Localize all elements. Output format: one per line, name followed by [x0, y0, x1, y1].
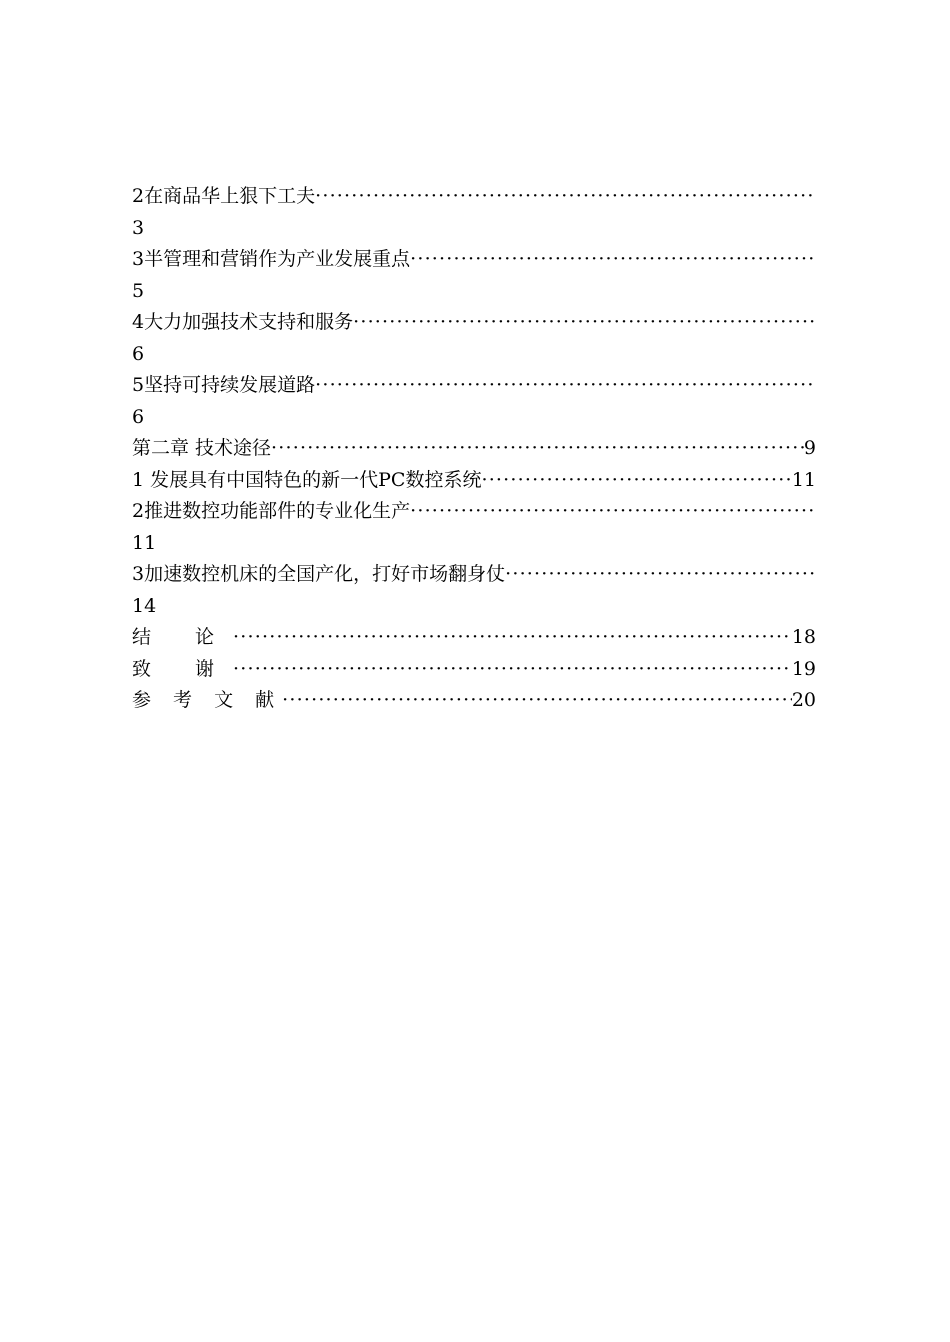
toc-entry-title: 结 论: [132, 626, 234, 648]
toc-entry-page: 3: [132, 216, 145, 239]
toc-entry-title: 2在商品华上狠下工夫: [132, 185, 316, 207]
toc-entry[interactable]: [132, 622, 816, 654]
toc-entry-title: 2推进数控功能部件的专业化生产: [132, 500, 411, 522]
toc-dot-leader: [481, 465, 791, 497]
toc-entry[interactable]: [132, 244, 816, 276]
toc-entry[interactable]: [132, 654, 816, 686]
toc-entry-title: 1 发展具有中国特色的新一代PC数控系统: [132, 468, 482, 491]
toc-dot-leader: [353, 307, 816, 339]
toc-entry[interactable]: [132, 370, 816, 402]
toc-entry-title: 3加速数控机床的全国产化，打好市场翻身仗: [132, 563, 506, 585]
toc-entry-title: 4大力加强技术支持和服务: [132, 311, 354, 333]
toc-dot-leader: [233, 622, 792, 654]
toc-entry-page: 20: [791, 689, 816, 711]
toc-entry[interactable]: [132, 559, 816, 591]
toc-dot-leader: [410, 496, 816, 528]
toc-entry-page: 14: [132, 594, 157, 617]
toc-dot-leader: [505, 559, 816, 591]
toc-dot-leader: [282, 685, 792, 717]
toc-dot-leader: [315, 370, 816, 402]
toc-entry-page: 11: [791, 468, 816, 491]
toc-entry-page: 19: [791, 657, 816, 680]
toc-entry-page: 5: [132, 279, 145, 302]
toc-dot-leader: [233, 654, 792, 686]
toc-entry[interactable]: [132, 307, 816, 339]
toc-entry-title: 第二章 技术途径: [132, 437, 272, 459]
toc-dot-leader: [410, 244, 816, 276]
toc-entry-title: 5坚持可持续发展道路: [132, 374, 316, 396]
toc-entry-title: 3半管理和营销作为产业发展重点: [132, 248, 411, 270]
toc-entry[interactable]: [132, 496, 816, 528]
toc-entry[interactable]: [132, 433, 816, 465]
toc-dot-leader: [315, 181, 816, 213]
toc-entry-page: 6: [132, 405, 145, 428]
toc-entry[interactable]: [132, 685, 816, 717]
toc-entry[interactable]: [132, 181, 816, 213]
table-of-contents: [132, 181, 816, 717]
toc-dot-leader: [271, 433, 804, 465]
toc-entry-page: 11: [132, 531, 157, 554]
toc-entry-title: 参 考 文 献: [132, 689, 283, 711]
toc-entry-page: 9: [803, 437, 816, 459]
toc-entry-page: 18: [791, 626, 816, 648]
toc-entry-title: 致 谢: [132, 657, 234, 680]
toc-entry[interactable]: [132, 465, 816, 497]
toc-entry-page: 6: [132, 342, 145, 365]
